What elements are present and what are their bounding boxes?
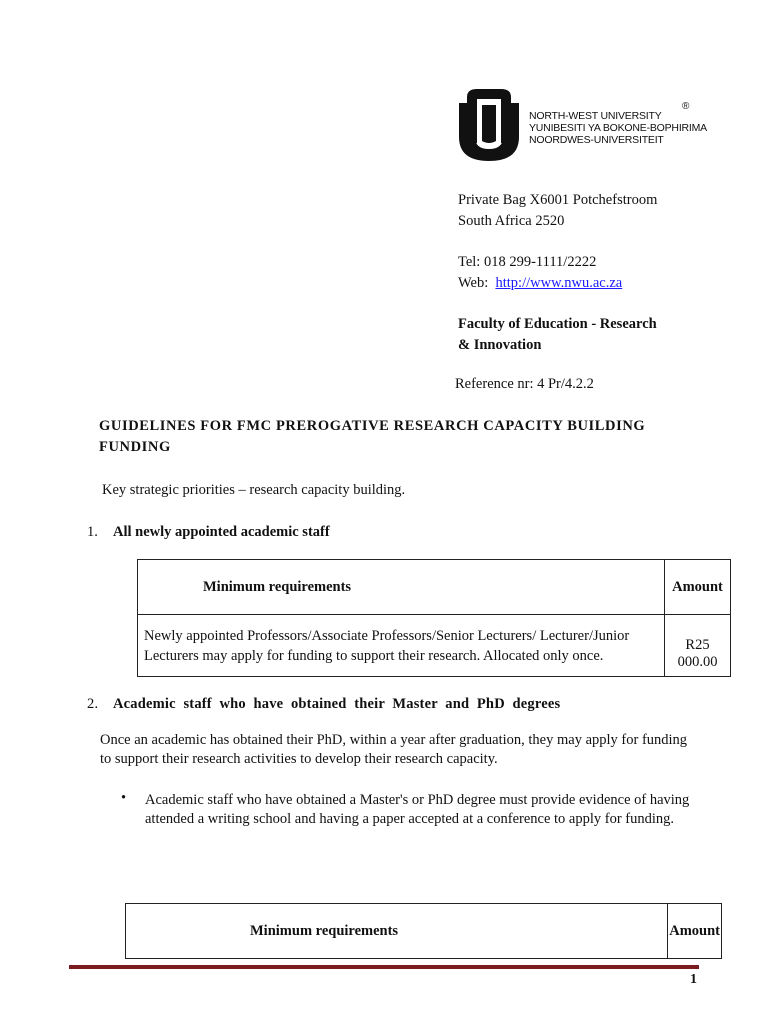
section-1-number: 1. bbox=[87, 524, 98, 540]
page-number: 1 bbox=[690, 972, 697, 987]
university-name-english: NORTH-WEST UNIVERSITY bbox=[529, 110, 662, 122]
nwu-logo bbox=[455, 89, 523, 161]
reference-number: Reference nr: 4 Pr/4.2.2 bbox=[455, 376, 594, 392]
table-newly-appointed bbox=[137, 559, 731, 677]
table-header-requirements: Minimum requirements bbox=[138, 560, 665, 615]
address-line-1: Private Bag X6001 Potchefstroom bbox=[458, 192, 658, 208]
university-names bbox=[529, 110, 707, 146]
website-link[interactable]: http://www.nwu.ac.za bbox=[495, 275, 623, 291]
table-master-phd bbox=[125, 903, 722, 959]
section-2-title: Academic staff who have obtained their Master and PhD degrees bbox=[113, 696, 561, 712]
table-2-header-requirements: Minimum requirements bbox=[126, 904, 668, 959]
table-header-amount: Amount bbox=[665, 560, 731, 615]
bullet-icon: • bbox=[121, 790, 127, 806]
university-name-afrikaans: NOORDWES-UNIVERSITEIT bbox=[529, 134, 664, 146]
section-2-paragraph: Once an academic has obtained their PhD, within a year after graduation, they may apply for funding to support their research activities to develop their research capacity. bbox=[100, 732, 688, 767]
address-line-2: South Africa 2520 bbox=[458, 213, 565, 229]
section-2-bullet: Academic staff who have obtained a Master's or PhD degree must provide evidence of having attended a writing school and having a paper accepted at a conference to apply for funding. bbox=[145, 792, 690, 827]
section-2-heading bbox=[87, 695, 560, 714]
website bbox=[458, 273, 622, 294]
registered-mark: ® bbox=[682, 101, 690, 112]
telephone: Tel: 018 299-1111/2222 bbox=[458, 254, 597, 270]
document-title: GUIDELINES FOR FMC PREROGATIVE RESEARCH CAPACITY BUILDING FUNDING bbox=[99, 418, 646, 455]
table-cell-requirements: Newly appointed Professors/Associate Professors/Senior Lecturers/ Lecturer/Junior Lecturers may apply for funding to support their research. Allocated only once. bbox=[138, 615, 665, 677]
table-2-header-amount: Amount bbox=[668, 904, 722, 959]
intro-text: Key strategic priorities – research capacity building. bbox=[102, 482, 406, 498]
section-2-number: 2. bbox=[87, 696, 99, 712]
table-cell-amount: R25 000.00 bbox=[665, 615, 731, 677]
web-label: Web: bbox=[458, 275, 489, 291]
section-1-title: All newly appointed academic staff bbox=[113, 524, 330, 540]
footer-rule bbox=[69, 965, 699, 969]
faculty-line-2: & Innovation bbox=[458, 337, 542, 353]
section-1-heading bbox=[87, 523, 330, 542]
university-name-setswana: YUNIBESITI YA BOKONE-BOPHIRIMA bbox=[529, 122, 707, 134]
faculty-line-1: Faculty of Education - Research bbox=[458, 316, 657, 332]
